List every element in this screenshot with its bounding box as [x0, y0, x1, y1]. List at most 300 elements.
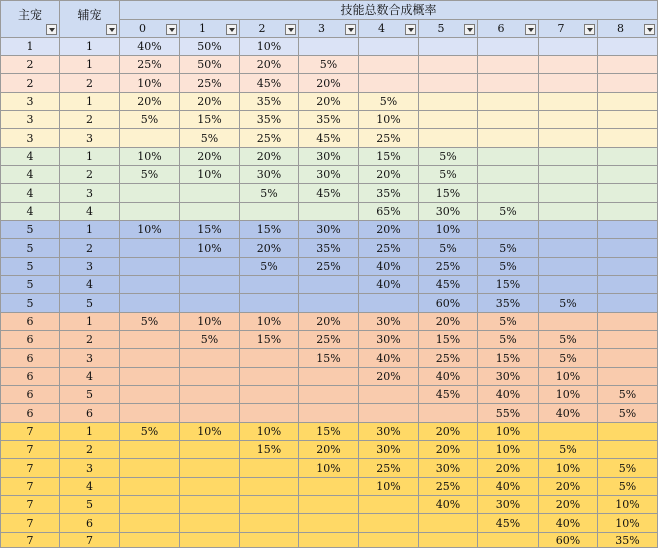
cell-probability[interactable]: 5% — [120, 423, 180, 441]
cell-aux-pet[interactable]: 5 — [60, 386, 120, 404]
cell-probability[interactable]: 20% — [180, 148, 240, 166]
cell-probability[interactable]: 5% — [419, 148, 478, 166]
cell-probability[interactable]: 15% — [240, 441, 299, 459]
cell-probability[interactable]: 5% — [598, 459, 658, 478]
cell-probability[interactable]: 10% — [598, 514, 658, 533]
cell-probability[interactable]: 30% — [359, 313, 419, 331]
cell-probability[interactable]: 10% — [120, 148, 180, 166]
cell-probability[interactable]: 5% — [120, 166, 180, 184]
cell-probability[interactable]: 55% — [478, 404, 539, 423]
cell-probability[interactable]: 30% — [478, 496, 539, 514]
cell-probability[interactable]: 10% — [419, 221, 478, 239]
filter-dropdown-icon[interactable] — [345, 24, 356, 35]
filter-dropdown-icon[interactable] — [644, 24, 655, 35]
cell-probability[interactable] — [120, 496, 180, 514]
cell-probability[interactable]: 5% — [478, 331, 539, 349]
cell-probability[interactable] — [359, 404, 419, 423]
cell-main-pet[interactable]: 5 — [1, 239, 60, 258]
cell-probability[interactable]: 10% — [539, 386, 598, 404]
cell-probability[interactable]: 50% — [180, 38, 240, 56]
cell-probability[interactable] — [539, 129, 598, 148]
cell-aux-pet[interactable]: 2 — [60, 239, 120, 258]
cell-probability[interactable]: 5% — [240, 258, 299, 276]
cell-probability[interactable] — [478, 166, 539, 184]
cell-probability[interactable]: 40% — [419, 368, 478, 386]
cell-probability[interactable]: 15% — [478, 349, 539, 368]
cell-probability[interactable]: 5% — [120, 313, 180, 331]
cell-probability[interactable] — [299, 386, 359, 404]
cell-probability[interactable]: 40% — [478, 386, 539, 404]
cell-probability[interactable]: 10% — [299, 459, 359, 478]
cell-probability[interactable]: 20% — [240, 56, 299, 74]
cell-probability[interactable] — [240, 514, 299, 533]
cell-probability[interactable] — [598, 441, 658, 459]
cell-probability[interactable]: 35% — [299, 239, 359, 258]
cell-probability[interactable]: 5% — [539, 441, 598, 459]
filter-dropdown-icon[interactable] — [46, 24, 57, 35]
cell-probability[interactable] — [419, 514, 478, 533]
cell-probability[interactable] — [478, 56, 539, 74]
cell-probability[interactable] — [539, 313, 598, 331]
cell-main-pet[interactable]: 2 — [1, 74, 60, 93]
cell-probability[interactable]: 10% — [180, 239, 240, 258]
cell-probability[interactable]: 20% — [299, 93, 359, 111]
cell-probability[interactable]: 5% — [120, 111, 180, 129]
cell-probability[interactable]: 45% — [299, 184, 359, 203]
cell-probability[interactable] — [240, 478, 299, 496]
cell-probability[interactable] — [240, 533, 299, 548]
cell-probability[interactable] — [598, 56, 658, 74]
cell-main-pet[interactable]: 6 — [1, 386, 60, 404]
cell-probability[interactable]: 5% — [539, 349, 598, 368]
cell-probability[interactable]: 35% — [359, 184, 419, 203]
cell-probability[interactable]: 25% — [299, 331, 359, 349]
cell-aux-pet[interactable]: 2 — [60, 331, 120, 349]
cell-probability[interactable]: 40% — [120, 38, 180, 56]
cell-probability[interactable]: 10% — [120, 74, 180, 93]
cell-probability[interactable] — [478, 129, 539, 148]
cell-probability[interactable]: 45% — [419, 276, 478, 294]
cell-probability[interactable] — [539, 111, 598, 129]
cell-probability[interactable] — [299, 478, 359, 496]
cell-probability[interactable]: 10% — [478, 441, 539, 459]
cell-main-pet[interactable]: 7 — [1, 478, 60, 496]
cell-probability[interactable] — [120, 368, 180, 386]
cell-probability[interactable] — [240, 496, 299, 514]
cell-probability[interactable]: 15% — [478, 276, 539, 294]
cell-main-pet[interactable]: 6 — [1, 331, 60, 349]
cell-probability[interactable] — [120, 276, 180, 294]
cell-probability[interactable] — [240, 459, 299, 478]
cell-probability[interactable]: 45% — [478, 514, 539, 533]
cell-probability[interactable] — [180, 514, 240, 533]
cell-probability[interactable]: 30% — [359, 441, 419, 459]
cell-probability[interactable] — [180, 184, 240, 203]
cell-probability[interactable]: 5% — [598, 404, 658, 423]
cell-probability[interactable]: 15% — [299, 423, 359, 441]
cell-probability[interactable] — [299, 533, 359, 548]
cell-aux-pet[interactable]: 6 — [60, 404, 120, 423]
cell-probability[interactable]: 30% — [419, 459, 478, 478]
cell-aux-pet[interactable]: 3 — [60, 129, 120, 148]
cell-probability[interactable] — [539, 423, 598, 441]
cell-probability[interactable] — [240, 276, 299, 294]
cell-probability[interactable]: 10% — [180, 313, 240, 331]
cell-probability[interactable] — [539, 203, 598, 221]
cell-probability[interactable]: 20% — [478, 459, 539, 478]
filter-dropdown-icon[interactable] — [405, 24, 416, 35]
cell-probability[interactable] — [180, 533, 240, 548]
cell-main-pet[interactable]: 5 — [1, 294, 60, 313]
cell-probability[interactable] — [180, 294, 240, 313]
cell-probability[interactable] — [120, 404, 180, 423]
cell-probability[interactable]: 20% — [539, 496, 598, 514]
cell-probability[interactable]: 5% — [539, 331, 598, 349]
cell-main-pet[interactable]: 5 — [1, 258, 60, 276]
cell-aux-pet[interactable]: 4 — [60, 478, 120, 496]
cell-probability[interactable]: 10% — [359, 478, 419, 496]
cell-main-pet[interactable]: 3 — [1, 129, 60, 148]
cell-probability[interactable]: 10% — [240, 313, 299, 331]
cell-probability[interactable]: 20% — [539, 478, 598, 496]
cell-probability[interactable]: 50% — [180, 56, 240, 74]
cell-main-pet[interactable]: 4 — [1, 166, 60, 184]
cell-probability[interactable]: 20% — [180, 93, 240, 111]
cell-probability[interactable] — [478, 148, 539, 166]
cell-aux-pet[interactable]: 5 — [60, 294, 120, 313]
cell-aux-pet[interactable]: 3 — [60, 184, 120, 203]
cell-probability[interactable] — [419, 129, 478, 148]
cell-probability[interactable] — [180, 276, 240, 294]
cell-probability[interactable]: 25% — [419, 478, 478, 496]
cell-main-pet[interactable]: 5 — [1, 221, 60, 239]
cell-probability[interactable]: 40% — [478, 478, 539, 496]
cell-probability[interactable] — [299, 276, 359, 294]
cell-probability[interactable] — [299, 294, 359, 313]
cell-probability[interactable] — [598, 148, 658, 166]
cell-probability[interactable] — [478, 38, 539, 56]
cell-probability[interactable] — [299, 38, 359, 56]
cell-probability[interactable]: 40% — [539, 514, 598, 533]
cell-probability[interactable] — [419, 111, 478, 129]
cell-probability[interactable]: 30% — [240, 166, 299, 184]
cell-probability[interactable]: 5% — [478, 258, 539, 276]
cell-probability[interactable] — [299, 404, 359, 423]
cell-probability[interactable] — [120, 258, 180, 276]
cell-probability[interactable]: 30% — [478, 368, 539, 386]
cell-probability[interactable]: 15% — [240, 221, 299, 239]
cell-probability[interactable] — [598, 368, 658, 386]
cell-main-pet[interactable]: 6 — [1, 404, 60, 423]
cell-probability[interactable]: 30% — [299, 221, 359, 239]
cell-probability[interactable] — [299, 203, 359, 221]
cell-main-pet[interactable]: 3 — [1, 93, 60, 111]
cell-probability[interactable] — [598, 203, 658, 221]
cell-probability[interactable] — [180, 404, 240, 423]
filter-dropdown-icon[interactable] — [285, 24, 296, 35]
cell-probability[interactable] — [359, 56, 419, 74]
cell-probability[interactable] — [120, 349, 180, 368]
cell-probability[interactable] — [598, 221, 658, 239]
cell-probability[interactable] — [120, 459, 180, 478]
cell-probability[interactable]: 10% — [180, 166, 240, 184]
cell-probability[interactable] — [478, 93, 539, 111]
cell-probability[interactable]: 20% — [359, 221, 419, 239]
cell-aux-pet[interactable]: 2 — [60, 74, 120, 93]
cell-probability[interactable]: 45% — [419, 386, 478, 404]
filter-dropdown-icon[interactable] — [226, 24, 237, 35]
cell-probability[interactable]: 15% — [419, 331, 478, 349]
cell-probability[interactable] — [598, 349, 658, 368]
cell-probability[interactable] — [539, 166, 598, 184]
cell-probability[interactable]: 5% — [478, 239, 539, 258]
cell-probability[interactable] — [539, 184, 598, 203]
cell-probability[interactable]: 25% — [359, 239, 419, 258]
cell-probability[interactable]: 30% — [419, 203, 478, 221]
cell-probability[interactable]: 35% — [240, 111, 299, 129]
cell-probability[interactable] — [359, 533, 419, 548]
cell-probability[interactable] — [180, 496, 240, 514]
cell-probability[interactable]: 35% — [598, 533, 658, 548]
cell-probability[interactable]: 5% — [419, 239, 478, 258]
cell-probability[interactable]: 20% — [240, 148, 299, 166]
cell-aux-pet[interactable]: 4 — [60, 368, 120, 386]
cell-probability[interactable] — [419, 93, 478, 111]
cell-probability[interactable]: 40% — [419, 496, 478, 514]
cell-main-pet[interactable]: 4 — [1, 203, 60, 221]
cell-probability[interactable] — [419, 533, 478, 548]
cell-probability[interactable]: 5% — [478, 313, 539, 331]
cell-probability[interactable]: 25% — [240, 129, 299, 148]
cell-probability[interactable] — [598, 111, 658, 129]
cell-main-pet[interactable]: 4 — [1, 148, 60, 166]
cell-aux-pet[interactable]: 1 — [60, 423, 120, 441]
cell-probability[interactable]: 25% — [180, 74, 240, 93]
cell-probability[interactable]: 40% — [359, 276, 419, 294]
cell-main-pet[interactable]: 2 — [1, 56, 60, 74]
cell-probability[interactable]: 10% — [120, 221, 180, 239]
cell-main-pet[interactable]: 7 — [1, 514, 60, 533]
cell-aux-pet[interactable]: 1 — [60, 313, 120, 331]
cell-probability[interactable] — [299, 514, 359, 533]
cell-probability[interactable] — [539, 74, 598, 93]
cell-probability[interactable] — [598, 38, 658, 56]
cell-probability[interactable] — [539, 38, 598, 56]
cell-aux-pet[interactable]: 3 — [60, 258, 120, 276]
cell-probability[interactable]: 30% — [359, 423, 419, 441]
cell-aux-pet[interactable]: 1 — [60, 56, 120, 74]
cell-probability[interactable] — [359, 38, 419, 56]
cell-probability[interactable]: 15% — [180, 111, 240, 129]
cell-probability[interactable]: 10% — [359, 111, 419, 129]
cell-probability[interactable]: 40% — [359, 349, 419, 368]
cell-probability[interactable]: 10% — [240, 423, 299, 441]
cell-probability[interactable] — [120, 478, 180, 496]
cell-aux-pet[interactable]: 3 — [60, 459, 120, 478]
cell-aux-pet[interactable]: 6 — [60, 514, 120, 533]
cell-probability[interactable] — [539, 148, 598, 166]
cell-probability[interactable]: 60% — [539, 533, 598, 548]
cell-probability[interactable]: 20% — [120, 93, 180, 111]
cell-probability[interactable] — [598, 423, 658, 441]
cell-probability[interactable]: 5% — [180, 331, 240, 349]
cell-probability[interactable]: 15% — [299, 349, 359, 368]
cell-probability[interactable]: 45% — [299, 129, 359, 148]
cell-probability[interactable]: 25% — [120, 56, 180, 74]
cell-probability[interactable] — [120, 441, 180, 459]
cell-probability[interactable] — [539, 239, 598, 258]
cell-probability[interactable]: 5% — [359, 93, 419, 111]
cell-probability[interactable]: 15% — [359, 148, 419, 166]
cell-probability[interactable] — [419, 74, 478, 93]
cell-probability[interactable]: 5% — [478, 203, 539, 221]
cell-probability[interactable]: 20% — [359, 166, 419, 184]
cell-probability[interactable]: 15% — [240, 331, 299, 349]
cell-aux-pet[interactable]: 1 — [60, 221, 120, 239]
cell-probability[interactable] — [180, 441, 240, 459]
filter-dropdown-icon[interactable] — [525, 24, 536, 35]
cell-main-pet[interactable]: 6 — [1, 368, 60, 386]
cell-probability[interactable]: 40% — [359, 258, 419, 276]
cell-aux-pet[interactable]: 4 — [60, 203, 120, 221]
cell-probability[interactable] — [598, 166, 658, 184]
cell-probability[interactable] — [120, 386, 180, 404]
cell-probability[interactable] — [359, 496, 419, 514]
cell-probability[interactable] — [180, 459, 240, 478]
cell-probability[interactable] — [539, 56, 598, 74]
cell-probability[interactable] — [120, 331, 180, 349]
cell-probability[interactable]: 35% — [299, 111, 359, 129]
cell-probability[interactable]: 45% — [240, 74, 299, 93]
cell-probability[interactable]: 25% — [419, 258, 478, 276]
cell-probability[interactable]: 10% — [598, 496, 658, 514]
cell-probability[interactable] — [598, 294, 658, 313]
cell-aux-pet[interactable]: 2 — [60, 166, 120, 184]
cell-aux-pet[interactable]: 5 — [60, 496, 120, 514]
cell-probability[interactable] — [539, 93, 598, 111]
cell-aux-pet[interactable]: 2 — [60, 441, 120, 459]
filter-dropdown-icon[interactable] — [584, 24, 595, 35]
cell-probability[interactable]: 20% — [299, 441, 359, 459]
cell-probability[interactable]: 40% — [539, 404, 598, 423]
cell-probability[interactable]: 25% — [359, 459, 419, 478]
cell-probability[interactable]: 35% — [240, 93, 299, 111]
cell-main-pet[interactable]: 3 — [1, 111, 60, 129]
cell-probability[interactable]: 25% — [419, 349, 478, 368]
cell-probability[interactable] — [478, 184, 539, 203]
cell-probability[interactable] — [598, 93, 658, 111]
cell-probability[interactable]: 20% — [419, 313, 478, 331]
cell-probability[interactable] — [478, 221, 539, 239]
cell-probability[interactable]: 15% — [419, 184, 478, 203]
cell-probability[interactable]: 15% — [180, 221, 240, 239]
cell-probability[interactable] — [120, 129, 180, 148]
cell-probability[interactable] — [240, 203, 299, 221]
cell-probability[interactable]: 20% — [419, 423, 478, 441]
cell-probability[interactable] — [598, 239, 658, 258]
cell-aux-pet[interactable]: 7 — [60, 533, 120, 548]
cell-main-pet[interactable]: 6 — [1, 313, 60, 331]
cell-probability[interactable] — [598, 74, 658, 93]
cell-probability[interactable]: 20% — [240, 239, 299, 258]
filter-dropdown-icon[interactable] — [464, 24, 475, 35]
cell-probability[interactable] — [120, 239, 180, 258]
cell-aux-pet[interactable]: 1 — [60, 38, 120, 56]
cell-probability[interactable]: 30% — [299, 166, 359, 184]
cell-probability[interactable]: 5% — [598, 386, 658, 404]
cell-probability[interactable]: 20% — [299, 313, 359, 331]
cell-probability[interactable] — [120, 294, 180, 313]
cell-probability[interactable] — [598, 184, 658, 203]
cell-main-pet[interactable]: 4 — [1, 184, 60, 203]
cell-probability[interactable] — [598, 258, 658, 276]
cell-probability[interactable]: 5% — [180, 129, 240, 148]
cell-probability[interactable]: 30% — [359, 331, 419, 349]
cell-main-pet[interactable]: 7 — [1, 441, 60, 459]
cell-probability[interactable] — [299, 496, 359, 514]
cell-probability[interactable] — [240, 404, 299, 423]
cell-aux-pet[interactable]: 2 — [60, 111, 120, 129]
cell-probability[interactable] — [299, 368, 359, 386]
cell-aux-pet[interactable]: 3 — [60, 349, 120, 368]
cell-probability[interactable]: 25% — [299, 258, 359, 276]
cell-main-pet[interactable]: 1 — [1, 38, 60, 56]
cell-probability[interactable]: 20% — [299, 74, 359, 93]
cell-aux-pet[interactable]: 4 — [60, 276, 120, 294]
cell-aux-pet[interactable]: 1 — [60, 93, 120, 111]
cell-probability[interactable]: 5% — [419, 166, 478, 184]
cell-probability[interactable] — [539, 276, 598, 294]
cell-probability[interactable]: 10% — [180, 423, 240, 441]
cell-probability[interactable] — [240, 349, 299, 368]
cell-aux-pet[interactable]: 1 — [60, 148, 120, 166]
cell-probability[interactable]: 5% — [539, 294, 598, 313]
cell-main-pet[interactable]: 6 — [1, 349, 60, 368]
cell-probability[interactable] — [120, 184, 180, 203]
cell-probability[interactable] — [120, 533, 180, 548]
cell-probability[interactable] — [120, 514, 180, 533]
cell-probability[interactable] — [180, 258, 240, 276]
cell-probability[interactable]: 10% — [539, 368, 598, 386]
cell-probability[interactable] — [180, 203, 240, 221]
cell-probability[interactable] — [180, 349, 240, 368]
cell-main-pet[interactable]: 7 — [1, 496, 60, 514]
filter-dropdown-icon[interactable] — [106, 24, 117, 35]
cell-main-pet[interactable]: 7 — [1, 533, 60, 548]
cell-probability[interactable]: 20% — [419, 441, 478, 459]
cell-probability[interactable] — [359, 294, 419, 313]
cell-probability[interactable] — [478, 74, 539, 93]
cell-probability[interactable] — [240, 368, 299, 386]
cell-probability[interactable] — [419, 404, 478, 423]
cell-probability[interactable]: 10% — [478, 423, 539, 441]
cell-probability[interactable]: 30% — [299, 148, 359, 166]
cell-probability[interactable] — [359, 386, 419, 404]
cell-probability[interactable] — [478, 111, 539, 129]
cell-probability[interactable] — [539, 258, 598, 276]
cell-probability[interactable] — [419, 38, 478, 56]
cell-main-pet[interactable]: 7 — [1, 459, 60, 478]
cell-probability[interactable] — [359, 514, 419, 533]
cell-probability[interactable] — [359, 74, 419, 93]
cell-probability[interactable]: 10% — [539, 459, 598, 478]
cell-probability[interactable]: 10% — [240, 38, 299, 56]
cell-probability[interactable] — [478, 533, 539, 548]
cell-probability[interactable]: 5% — [240, 184, 299, 203]
cell-probability[interactable] — [240, 386, 299, 404]
cell-probability[interactable] — [419, 56, 478, 74]
cell-probability[interactable] — [180, 368, 240, 386]
